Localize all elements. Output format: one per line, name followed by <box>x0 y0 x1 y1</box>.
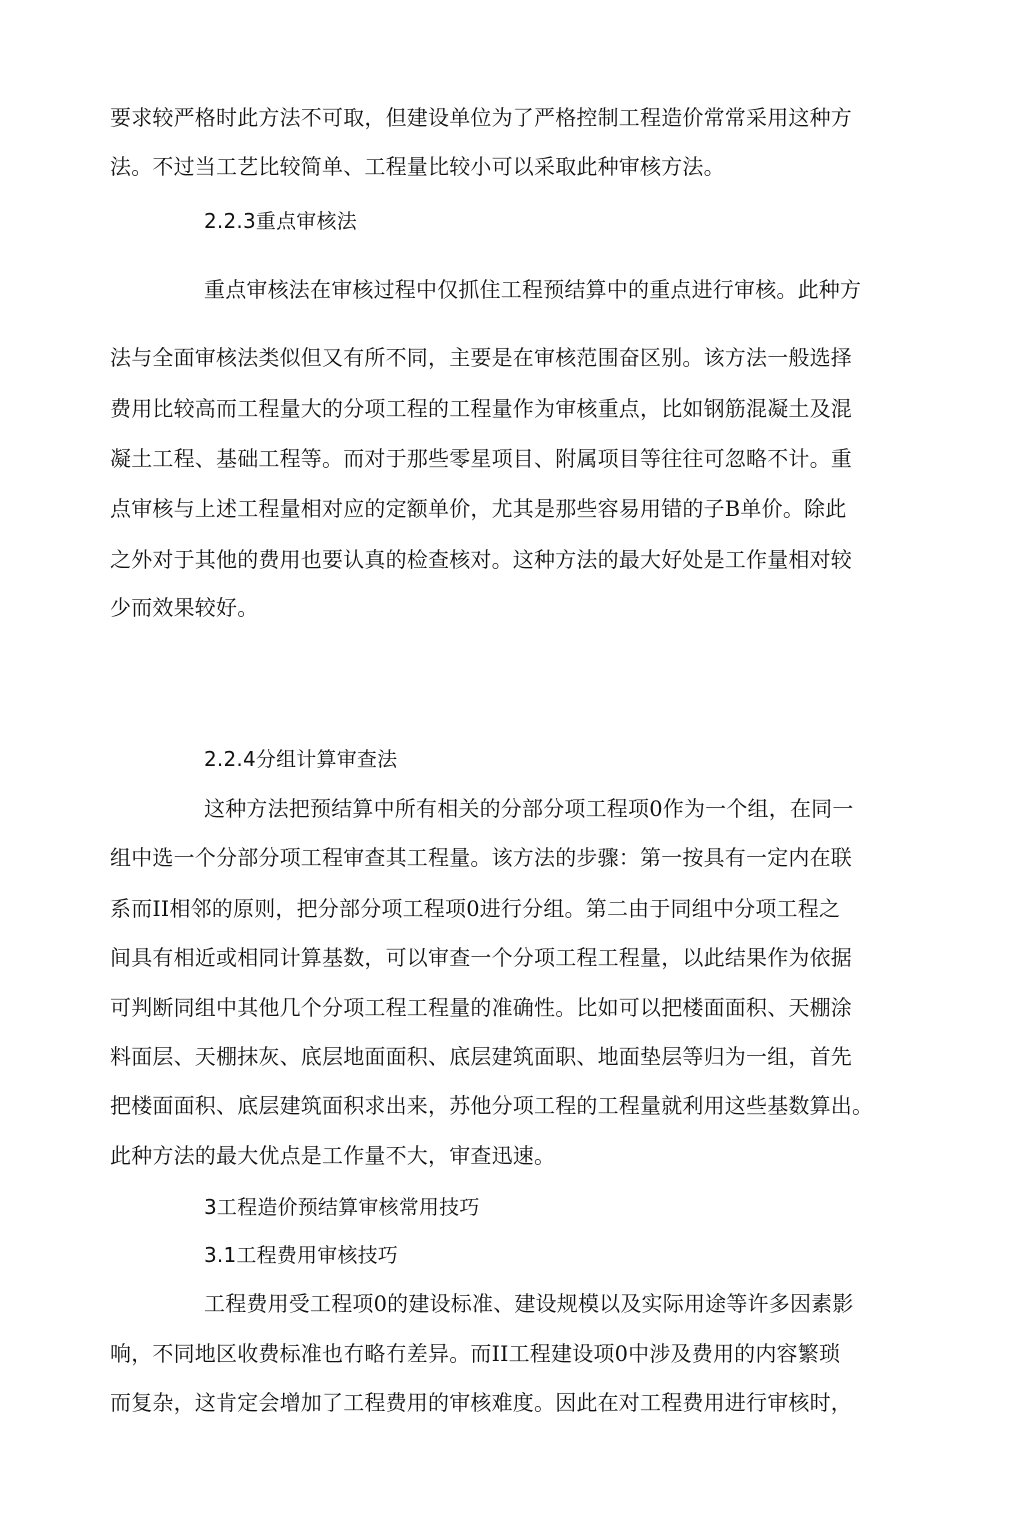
paragraph-line: 把楼面面积、底层建筑面积求出来，苏他分项工程的工程量就利用这些基数算出。 <box>110 1094 874 1118</box>
paragraph-line: 这种方法把预结算中所有相关的分部分项工程项0作为一个组，在同一 <box>204 797 854 821</box>
paragraph-line: 而复杂，这肯定会增加了工程费用的审核难度。因此在对工程费用进行审核时， <box>110 1391 852 1415</box>
paragraph-line: 可判断同组中其他几个分项工程工程量的准确性。比如可以把楼面面积、天棚涂 <box>110 996 852 1020</box>
section-heading: 2.2.3重点审核法 <box>204 209 357 233</box>
section-heading: 2.2.4分组计算审查法 <box>204 747 398 771</box>
paragraph-line: 法。不过当工艺比较简单、工程量比较小可以采取此种审核方法。 <box>110 155 725 179</box>
paragraph-line: 凝土工程、基础工程等。而对于那些零星项目、附属项目等往往可忽略不计。重 <box>110 447 852 471</box>
paragraph-line: 响，不同地区收费标准也冇略冇差异。而II工程建设项0中涉及费用的内容繁琐 <box>110 1342 841 1366</box>
paragraph-line: 要求较严格时此方法不可取，但建设单位为了严格控制工程造价常常采用这种方 <box>110 106 852 130</box>
paragraph-line: 此种方法的最大优点是工作量不大，审查迅速。 <box>110 1144 556 1168</box>
paragraph-line: 间具有相近或相同计算基数，可以审查一个分项工程工程量，以此结果作为依据 <box>110 946 852 970</box>
paragraph-line: 工程费用受工程项0的建设标准、建设规模以及实际用途等许多因素影 <box>204 1292 854 1316</box>
paragraph-line: 法与全面审核法类似但又有所不同，主要是在审核范围奋区别。该方法一般选择 <box>110 346 852 370</box>
subsection-heading: 3.1工程费用审核技巧 <box>204 1243 399 1267</box>
paragraph-line: 组中选一个分部分项工程审查其工程量。该方法的步骤：第一按具有一定内在联 <box>110 846 852 870</box>
section-heading: 3工程造价预结算审核常用技巧 <box>204 1195 480 1219</box>
paragraph-line: 系而II相邻的原则，把分部分项工程项0进行分组。第二由于同组中分项工程之 <box>110 897 841 921</box>
paragraph-line: 重点审核法在审核过程中仅抓住工程预结算中的重点进行审核。此种方 <box>204 278 862 302</box>
paragraph-line: 之外对于其他的费用也要认真的检查核对。这种方法的最大好处是工作量相对较 <box>110 548 852 572</box>
paragraph-line: 费用比较高而工程量大的分项工程的工程量作为审核重点，比如钢筋混凝土及混 <box>110 397 852 421</box>
paragraph-line: 料面层、天棚抹灰、底层地面面积、底层建筑面职、地面垫层等归为一组，首先 <box>110 1045 852 1069</box>
paragraph-line: 少而效果较好。 <box>110 596 259 620</box>
paragraph-line: 点审核与上述工程量相对应的定额单价，尤其是那些容易用错的子B单价。除此 <box>110 497 847 521</box>
